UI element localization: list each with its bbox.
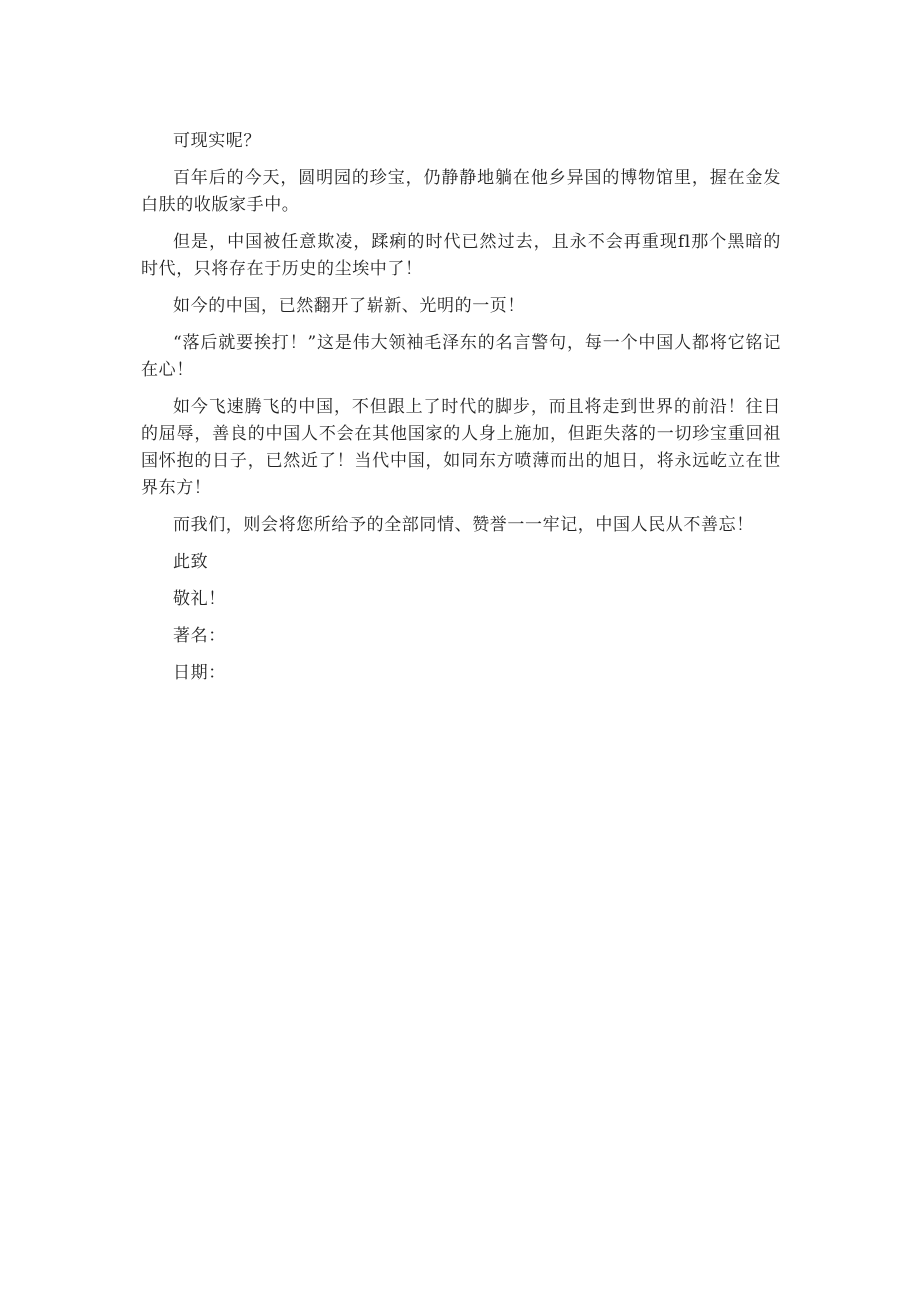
closing-salutation: 此致 (173, 552, 209, 572)
letter-body (141, 128, 781, 697)
paragraph-rising-china: 如今飞速腾飞的中国，不但跟上了时代的脚步，而且将走到世界的前沿！往日的屈辱，善良的中国人不会在其他国家的人身上施加，但距失落的一切珍宝重回祖国怀抱的日子，已然近了！当代中国，如同东方喷薄而出的旭日，将永远屹立在世界东方！ (141, 397, 781, 498)
paragraph-treasures-abroad: 百年后的今天，圆明园的珍宝，仍静静地躺在他乡异国的博物馆里，握在金发白肤的收版家手中。 (141, 168, 781, 215)
closing-regards: 敬礼！ (173, 589, 226, 609)
paragraph-era-passed: 但是，中国被任意欺凌，蹂痢的时代已然过去，且永不会再重现fl那个黑暗的时代，只将存在于历史的尘埃中了！ (141, 232, 781, 279)
paragraph-quote: “落后就要挨打！”这是伟大领袖毛泽东的名言警句，每一个中国人都将它铭记在心！ (141, 333, 781, 380)
paragraph-remember: 而我们，则会将您所给予的全部同情、赞誉一一牢记，中国人民从不善忘！ (173, 515, 754, 535)
paragraph-reality-question: 可现实呢？ (173, 131, 261, 151)
signature-line: 著名： (173, 626, 226, 646)
paragraph-new-page: 如今的中国，已然翻开了崭新、光明的一页！ (173, 296, 525, 316)
date-line: 日期： (173, 663, 226, 683)
